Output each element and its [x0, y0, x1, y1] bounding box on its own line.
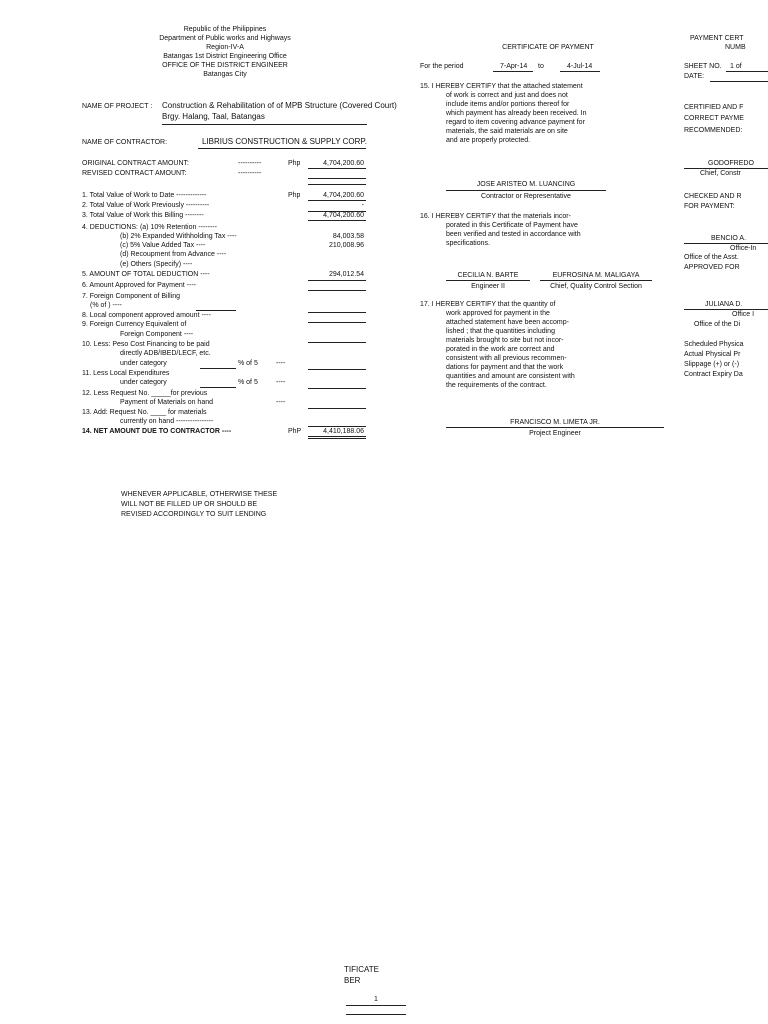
- sig-juliana-name: JULIANA D.: [705, 301, 743, 308]
- item-12b: Payment of Materials on hand: [120, 399, 213, 406]
- contractor-label: NAME OF CONTRACTOR:: [82, 139, 168, 146]
- cert17-line-4: lished ; that the quantities including: [446, 328, 555, 335]
- item-14-overline: [308, 426, 366, 427]
- footer-page-underline: [346, 1005, 406, 1006]
- item-1-currency: Php: [288, 192, 301, 199]
- item-7b: (% of ) ----: [90, 302, 122, 309]
- item-10c-dashes: ----: [276, 360, 286, 367]
- item-8: 8. Local component approved amount ----: [82, 312, 211, 319]
- item-2: 2. Total Value of Work Previously ----------: [82, 202, 210, 209]
- checked-line-2: FOR PAYMENT:: [684, 203, 735, 210]
- item-4e: (e) Others (Specify) ----: [120, 261, 193, 268]
- item-5-value: 294,012.54: [328, 271, 364, 278]
- item-9b: Foreign Component ----: [120, 331, 194, 338]
- contractor-name: LIBRIUS CONSTRUCTION & SUPPLY CORP.: [202, 137, 367, 146]
- date-underline: [710, 81, 768, 82]
- certificate-title: CERTIFICATE OF PAYMENT: [502, 44, 594, 51]
- footer-page-number: 1: [374, 996, 378, 1003]
- original-amount-underline: [308, 168, 366, 169]
- cert17-line-8: dations for payment and that the work: [446, 364, 564, 371]
- item-12-underline: [308, 408, 366, 409]
- sig-bencio-line: [684, 243, 768, 244]
- item-5: 5. AMOUNT OF TOTAL DEDUCTION ----: [82, 271, 210, 278]
- item-9-underline: [308, 322, 366, 323]
- sig-bencio-title-1: Office-In: [730, 245, 757, 252]
- right-head-1: PAYMENT CERT: [690, 35, 744, 42]
- cert17-line-7: consistent with all previous recommen-: [446, 355, 567, 362]
- cert17-line-9: quantities and amount are consistent with: [446, 373, 575, 380]
- item-10: 10. Less: Peso Cost Financing to be paid: [82, 341, 210, 348]
- sig-juliana-line: [684, 309, 768, 310]
- item-14-currency: PhP: [288, 428, 302, 435]
- sig-qc-name: EUFROSINA M. MALIGAYA: [552, 272, 640, 279]
- header-line-5: OFFICE OF THE DISTRICT ENGINEER: [162, 62, 288, 69]
- item-11-underline: [308, 388, 366, 389]
- cert17-line-5: materials brought to site but not incor-: [446, 337, 564, 344]
- cert15-line-5: regard to item covering advance payment for: [446, 119, 585, 126]
- item-4: 4. DEDUCTIONS: (a) 10% Retention --------: [82, 224, 217, 231]
- revised-amount-label: REVISED CONTRACT AMOUNT:: [82, 170, 187, 177]
- period-from: 7-Apr-14: [500, 63, 528, 70]
- item-9b-underline: [308, 342, 366, 343]
- sheet-no-label: SHEET NO.: [684, 63, 722, 70]
- contract-expiry: Contract Expiry Da: [684, 371, 743, 378]
- item-11b: under category: [120, 379, 167, 386]
- sig-engineer-name: CECILIA N. BARTE: [457, 272, 519, 279]
- footer-line-1: TIFICATE: [344, 965, 379, 974]
- note-line-1: WHENEVER APPLICABLE, OTHERWISE THESE: [121, 491, 278, 498]
- sig-juliana-title-1: Office I: [732, 311, 755, 318]
- actual-physical: Actual Physical Pr: [684, 351, 741, 358]
- cert17-line-2: work approved for payment in the: [446, 310, 550, 317]
- original-amount-currency: Php: [288, 160, 301, 167]
- contractor-underline: [198, 148, 366, 149]
- sig-juliana-title-2: Office of the Di: [694, 321, 741, 328]
- project-name-line1: Construction & Rehabilitation of of MPB Structure (Covered Court): [162, 101, 397, 110]
- item-1-value: 4,704,200.60: [323, 192, 364, 199]
- original-amount-label: ORIGINAL CONTRACT AMOUNT:: [82, 160, 189, 167]
- item-10-underline: [308, 369, 366, 370]
- revised-amount-underline-2: [308, 184, 366, 185]
- item-10c: under category: [120, 360, 167, 367]
- sig-engineer-title: Engineer II: [471, 283, 505, 290]
- sig-godofredo-line: [684, 168, 768, 169]
- item-13: 13. Add: Request No. ____ for materials: [82, 409, 207, 416]
- sig-godofredo-name: GODOFREDO: [708, 160, 754, 167]
- cert15-line-7: and are properly protected.: [446, 137, 531, 144]
- item-6: 6. Amount Approved for Payment ----: [82, 282, 196, 289]
- footer-page-underline-2: [346, 1014, 406, 1015]
- cert16-line-1: 16. I HEREBY CERTIFY that the materials incor-: [420, 213, 571, 220]
- sig-project-engineer-title: Project Engineer: [529, 430, 581, 437]
- item-2-value: -: [361, 202, 364, 209]
- sheet-no-underline: [726, 71, 768, 72]
- cert17-line-10: the requirements of the contract.: [446, 382, 547, 389]
- cert16-line-3: been verified and tested in accordance with: [446, 231, 581, 238]
- sig-contractor-name: JOSE ARISTEO M. LUANCING: [476, 181, 576, 188]
- header-line-4: Batangas 1st District Engineering Office: [163, 53, 287, 60]
- cert16-line-4: specifications.: [446, 240, 490, 247]
- cert17-line-6: porated in the work are correct and: [446, 346, 555, 353]
- certified-line-2: CORRECT PAYME: [684, 115, 744, 122]
- header-line-2: Department of Public works and Highways: [159, 35, 291, 42]
- header-line-3: Region-IV-A: [206, 44, 244, 51]
- item-10c-underline: [200, 368, 236, 369]
- item-4c: (c) 5% Value Added Tax ----: [120, 242, 206, 249]
- item-7: 7. Foreign Component of Billing: [82, 293, 181, 300]
- item-4d: (d) Recoupment from Advance ----: [120, 251, 227, 258]
- sig-godofredo-title: Chief, Constr: [700, 170, 741, 177]
- item-4b: (b) 2% Expanded Withholding Tax ----: [120, 233, 237, 240]
- item-1-underline: [308, 200, 366, 201]
- item-14-double-underline: [308, 436, 366, 439]
- period-to-underline: [560, 71, 600, 72]
- item-3-underline: [308, 220, 366, 221]
- item-5-underline: [308, 280, 366, 281]
- project-underline: [162, 124, 367, 125]
- cert17-line-1: 17. I HEREBY CERTIFY that the quantity of: [420, 301, 556, 308]
- sheet-no-value: 1 of: [730, 63, 742, 70]
- certified-line-3: RECOMMENDED:: [684, 127, 743, 134]
- scheduled-physical: Scheduled Physica: [684, 341, 744, 348]
- header-line-6: Batangas City: [203, 71, 247, 78]
- item-3: 3. Total Value of Work this Billing --------: [82, 212, 204, 219]
- sig-qc-title: Chief, Quality Control Section: [550, 283, 642, 290]
- original-amount-value: 4,704,200.60: [323, 160, 364, 167]
- item-3-overline: [308, 211, 366, 212]
- footer-line-2: BER: [344, 976, 361, 985]
- sig-project-engineer-name: FRANCISCO M. LIMETA JR.: [510, 419, 600, 426]
- item-14-value: 4,410,188.06: [323, 428, 364, 435]
- item-3-value: 4,704,200.60: [323, 212, 364, 219]
- item-12b-dashes: ----: [276, 399, 286, 406]
- sig-bencio-title-2: Office of the Asst.: [684, 254, 739, 261]
- revised-amount-underline: [308, 178, 366, 179]
- period-to: 4-Jul-14: [567, 63, 593, 70]
- cert15-line-4: which payment has already been received. In: [446, 110, 587, 117]
- item-11: 11. Less Local Expenditures: [82, 370, 170, 377]
- item-13b: currently on hand ----------------: [120, 418, 214, 425]
- item-10b: directly ADB/IBED/LECF, etc.: [120, 350, 211, 357]
- item-4b-value: 84,003.58: [332, 233, 364, 240]
- original-amount-dashes: ----------: [238, 160, 262, 167]
- item-9: 9. Foreign Currency Equivalent of: [82, 321, 187, 328]
- project-name-line2: Brgy. Halang, Taal, Batangas: [162, 112, 265, 121]
- sig-engineer-line: [446, 280, 530, 281]
- project-label: NAME OF PROJECT :: [82, 103, 153, 110]
- approved-for-label: APPROVED FOR: [684, 264, 740, 271]
- sig-contractor-title: Contractor or Representative: [481, 193, 571, 200]
- item-11b-dashes: ----: [276, 379, 286, 386]
- item-4c-value: 210,008.96: [328, 242, 364, 249]
- cert15-line-3: include items and/or portions thereof for: [446, 101, 570, 108]
- revised-amount-dashes: ----------: [238, 170, 262, 177]
- period-to-label: to: [538, 63, 544, 70]
- note-line-3: REVISED ACCORDINGLY TO SUIT LENDING: [121, 511, 267, 518]
- period-from-underline: [493, 71, 533, 72]
- item-14: 14. NET AMOUNT DUE TO CONTRACTOR ----: [82, 428, 232, 435]
- item-11b-pct: % of 5: [238, 379, 258, 386]
- sig-qc-line: [540, 280, 652, 281]
- slippage: Slippage (+) or (-): [684, 361, 740, 368]
- date-label: DATE:: [684, 73, 705, 80]
- right-head-2: NUMB: [725, 44, 746, 51]
- cert15-line-2: of work is correct and just and does not: [446, 92, 568, 99]
- checked-line-1: CHECKED AND R: [684, 193, 742, 200]
- item-6-underline: [308, 290, 366, 291]
- sig-bencio-name: BENCIO A.: [711, 235, 747, 242]
- note-line-2: WILL NOT BE FILLED UP OR SHOULD BE: [121, 501, 258, 508]
- certified-line-1: CERTIFIED AND F: [684, 104, 744, 111]
- item-12: 12. Less Request No. _____for previous: [82, 390, 208, 397]
- item-8-underline: [308, 312, 366, 313]
- cert16-line-2: porated in this Certificate of Payment have: [446, 222, 578, 229]
- sig-contractor-line: [446, 190, 606, 191]
- period-label: For the period: [420, 63, 464, 70]
- sig-project-engineer-line: [446, 427, 664, 428]
- item-7b-underline: [196, 310, 236, 311]
- item-1: 1. Total Value of Work to Date -------------: [82, 192, 207, 199]
- item-11b-underline: [200, 387, 236, 388]
- item-10c-pct: % of 5: [238, 360, 258, 367]
- header-line-1: Republic of the Philippines: [183, 26, 267, 33]
- cert15-line-6: materials, the said materials are on site: [446, 128, 568, 135]
- cert17-line-3: attached statement have been accomp-: [446, 319, 569, 326]
- cert15-line-1: 15. I HEREBY CERTIFY that the attached statement: [420, 83, 583, 90]
